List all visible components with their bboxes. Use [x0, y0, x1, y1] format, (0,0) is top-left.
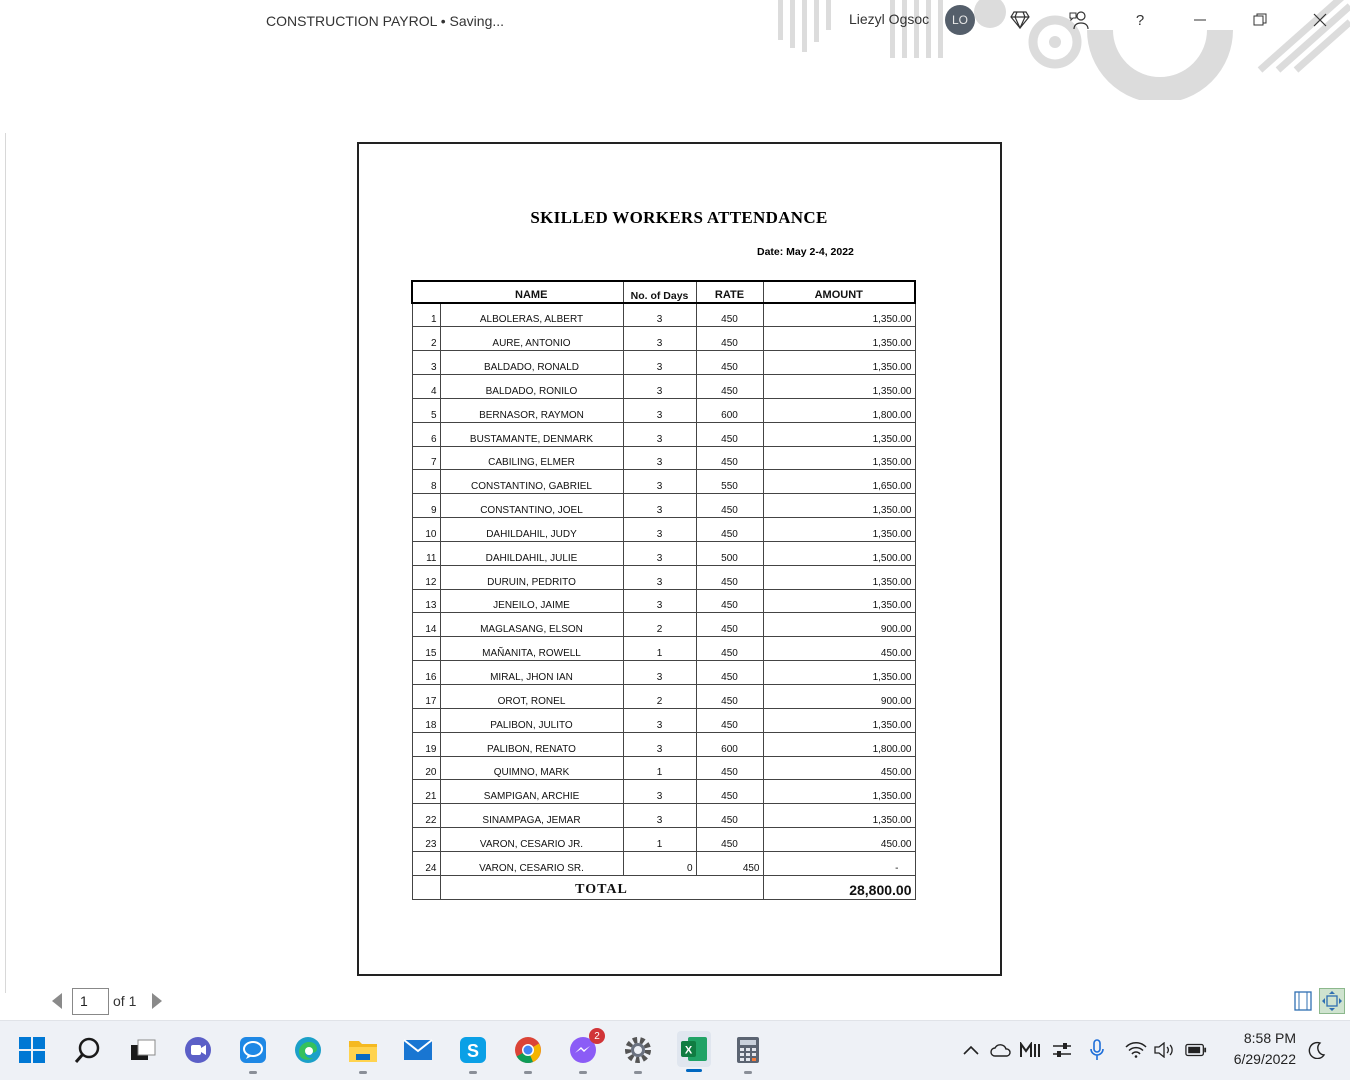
row-number: 11	[412, 541, 440, 565]
meet-app-icon[interactable]	[1020, 1039, 1042, 1061]
daily-rate: 450	[696, 708, 763, 732]
row-number: 7	[412, 446, 440, 470]
messages-app-icon[interactable]	[237, 1034, 269, 1066]
days-worked: 3	[623, 303, 696, 327]
running-indicator	[744, 1071, 752, 1074]
worker-name: CONSTANTINO, JOEL	[440, 494, 623, 518]
header-days: No. of Days	[623, 281, 696, 303]
amount: 1,350.00	[763, 375, 915, 399]
restore-button[interactable]	[1245, 6, 1275, 34]
running-indicator	[524, 1071, 532, 1074]
days-worked: 3	[623, 375, 696, 399]
worker-name: PALIBON, JULITO	[440, 708, 623, 732]
running-indicator	[469, 1071, 477, 1074]
table-row	[412, 708, 915, 732]
document-title: CONSTRUCTION PAYROL • Saving...	[266, 13, 505, 29]
table-row	[412, 804, 915, 828]
daily-rate: 450	[696, 351, 763, 375]
days-worked: 3	[623, 494, 696, 518]
days-worked: 3	[623, 398, 696, 422]
row-number: 21	[412, 780, 440, 804]
row-number: 18	[412, 708, 440, 732]
table-row	[412, 398, 915, 422]
worker-name: BERNASOR, RAYMON	[440, 398, 623, 422]
daily-rate: 450	[696, 828, 763, 852]
clock-date[interactable]: 6/29/2022	[1233, 1051, 1296, 1067]
days-worked: 3	[623, 518, 696, 542]
daily-rate: 450	[696, 303, 763, 327]
row-number: 8	[412, 470, 440, 494]
header-amount: AMOUNT	[763, 281, 915, 303]
worker-name: AURE, ANTONIO	[440, 327, 623, 351]
messenger-icon[interactable]	[567, 1030, 600, 1066]
amount: 1,350.00	[763, 708, 915, 732]
excel-icon[interactable]	[677, 1031, 711, 1067]
header-name: NAME	[440, 281, 623, 303]
amount: 1,800.00	[763, 398, 915, 422]
next-page-icon[interactable]	[150, 992, 164, 1010]
edge-browser-icon[interactable]	[292, 1034, 324, 1066]
total-value: 28,800.00	[763, 875, 915, 899]
days-worked: 3	[623, 470, 696, 494]
worker-name: DAHILDAHIL, JULIE	[440, 541, 623, 565]
sheet-title: SKILLED WORKERS ATTENDANCE	[530, 208, 828, 227]
daily-rate: 500	[696, 541, 763, 565]
table-row	[412, 422, 915, 446]
sheet-date: Date: May 2-4, 2022	[757, 246, 854, 258]
daily-rate: 600	[696, 732, 763, 756]
mail-icon[interactable]	[402, 1034, 434, 1066]
daily-rate: 450	[696, 780, 763, 804]
days-worked: 3	[623, 661, 696, 685]
preview-divider	[5, 133, 6, 993]
days-worked: 0	[623, 851, 696, 875]
table-row	[412, 470, 915, 494]
row-number: 9	[412, 494, 440, 518]
table-row	[412, 780, 915, 804]
days-worked: 3	[623, 732, 696, 756]
wifi-icon[interactable]	[1125, 1039, 1147, 1061]
daily-rate: 450	[696, 661, 763, 685]
daily-rate: 450	[696, 422, 763, 446]
table-row	[412, 851, 915, 875]
clock-time[interactable]: 8:58 PM	[1243, 1030, 1296, 1046]
total-label: TOTAL	[440, 875, 763, 899]
show-margins-icon[interactable]	[1290, 988, 1316, 1014]
days-worked: 3	[623, 708, 696, 732]
amount: 450.00	[763, 756, 915, 780]
print-preview-page	[357, 142, 1002, 976]
worker-name: CONSTANTINO, GABRIEL	[440, 470, 623, 494]
row-number: 15	[412, 637, 440, 661]
svg-text:X: X	[684, 1044, 693, 1057]
user-name[interactable]: Liezyl Ogsoc	[849, 11, 930, 27]
notification-badge: 2	[589, 1028, 605, 1044]
help-button[interactable]: ?	[1135, 11, 1145, 29]
daily-rate: 600	[696, 398, 763, 422]
table-header-row	[412, 281, 915, 303]
minimize-button[interactable]	[1185, 6, 1215, 34]
row-number: 19	[412, 732, 440, 756]
row-number: 22	[412, 804, 440, 828]
daily-rate: 450	[696, 565, 763, 589]
amount: 1,350.00	[763, 565, 915, 589]
worker-name: OROT, RONEL	[440, 685, 623, 709]
days-worked: 3	[623, 446, 696, 470]
premium-diamond-icon[interactable]	[1005, 6, 1035, 34]
close-button[interactable]	[1305, 6, 1335, 34]
table-row	[412, 685, 915, 709]
amount: 1,350.00	[763, 303, 915, 327]
row-number: 24	[412, 851, 440, 875]
worker-name: ALBOLERAS, ALBERT	[440, 303, 623, 327]
amount: 1,350.00	[763, 804, 915, 828]
row-number: 23	[412, 828, 440, 852]
table-row	[412, 446, 915, 470]
table-row	[412, 661, 915, 685]
days-worked: 1	[623, 637, 696, 661]
notifications-moon-icon[interactable]	[1306, 1039, 1328, 1061]
amount: 1,350.00	[763, 661, 915, 685]
row-number: 4	[412, 375, 440, 399]
table-row	[412, 494, 915, 518]
row-number: 5	[412, 398, 440, 422]
daily-rate: 450	[696, 685, 763, 709]
daily-rate: 450	[696, 494, 763, 518]
worker-name: VARON, CESARIO SR.	[440, 851, 623, 875]
row-number: 2	[412, 327, 440, 351]
table-row	[412, 756, 915, 780]
amount: 1,800.00	[763, 732, 915, 756]
worker-name: DURUIN, PEDRITO	[440, 565, 623, 589]
worker-name: JENEILO, JAIME	[440, 589, 623, 613]
days-worked: 1	[623, 756, 696, 780]
worker-name: DAHILDAHIL, JUDY	[440, 518, 623, 542]
header-rate: RATE	[696, 281, 763, 303]
days-worked: 3	[623, 422, 696, 446]
days-worked: 3	[623, 541, 696, 565]
amount: 1,350.00	[763, 780, 915, 804]
table-row	[412, 732, 915, 756]
amount: 900.00	[763, 613, 915, 637]
row-number: 12	[412, 565, 440, 589]
days-worked: 3	[623, 351, 696, 375]
daily-rate: 550	[696, 470, 763, 494]
chevron-up-icon[interactable]	[960, 1039, 982, 1061]
worker-name: SAMPIGAN, ARCHIE	[440, 780, 623, 804]
running-indicator	[579, 1071, 587, 1074]
days-worked: 1	[623, 828, 696, 852]
worker-name: MAGLASANG, ELSON	[440, 613, 623, 637]
row-number: 3	[412, 351, 440, 375]
calculator-icon[interactable]	[732, 1034, 764, 1066]
amount: 1,500.00	[763, 541, 915, 565]
worker-name: BALDADO, RONILO	[440, 375, 623, 399]
header-number	[412, 281, 440, 303]
amount: 900.00	[763, 685, 915, 709]
amount: 450.00	[763, 637, 915, 661]
start-windows-icon[interactable]	[16, 1034, 48, 1066]
daily-rate: 450	[696, 518, 763, 542]
days-worked: 3	[623, 804, 696, 828]
amount: -	[763, 851, 915, 875]
chrome-icon[interactable]	[512, 1034, 544, 1066]
previous-page-icon[interactable]	[50, 992, 64, 1010]
task-view-icon[interactable]	[127, 1034, 159, 1066]
table-row	[412, 327, 915, 351]
avatar[interactable]: LO	[945, 5, 975, 35]
days-worked: 2	[623, 685, 696, 709]
teams-chat-icon[interactable]	[182, 1034, 214, 1066]
worker-name: MAÑANITA, ROWELL	[440, 637, 623, 661]
amount: 1,350.00	[763, 446, 915, 470]
skype-icon[interactable]	[457, 1034, 489, 1066]
worker-name: CABILING, ELMER	[440, 446, 623, 470]
battery-icon[interactable]	[1185, 1039, 1207, 1061]
table-row	[412, 518, 915, 542]
amount: 1,650.00	[763, 470, 915, 494]
row-number: 13	[412, 589, 440, 613]
daily-rate: 450	[696, 589, 763, 613]
row-number: 16	[412, 661, 440, 685]
amount: 1,350.00	[763, 351, 915, 375]
worker-name: BALDADO, RONALD	[440, 351, 623, 375]
amount: 1,350.00	[763, 589, 915, 613]
amount: 1,350.00	[763, 518, 915, 542]
days-worked: 3	[623, 780, 696, 804]
row-number: 17	[412, 685, 440, 709]
table-row	[412, 303, 915, 327]
total-row	[412, 875, 915, 899]
worker-name: SINAMPAGA, JEMAR	[440, 804, 623, 828]
daily-rate: 450	[696, 637, 763, 661]
table-row	[412, 541, 915, 565]
daily-rate: 450	[696, 613, 763, 637]
worker-name: QUIMNO, MARK	[440, 756, 623, 780]
settings-gear-icon[interactable]	[622, 1034, 654, 1066]
days-worked: 3	[623, 327, 696, 351]
running-indicator	[634, 1071, 642, 1074]
daily-rate: 450	[696, 327, 763, 351]
attendance-table	[411, 280, 916, 900]
row-number: 1	[412, 303, 440, 327]
running-indicator	[249, 1071, 257, 1074]
volume-icon[interactable]	[1154, 1039, 1176, 1061]
table-row	[412, 828, 915, 852]
total-blank	[412, 875, 440, 899]
amount: 450.00	[763, 828, 915, 852]
microphone-icon[interactable]	[1086, 1039, 1108, 1061]
file-explorer-icon[interactable]	[347, 1034, 379, 1066]
daily-rate: 450	[696, 446, 763, 470]
amount: 1,350.00	[763, 422, 915, 446]
table-row	[412, 637, 915, 661]
active-indicator	[686, 1069, 702, 1072]
coauthor-icon[interactable]	[1065, 6, 1095, 34]
page-count: of 1	[113, 993, 137, 1009]
worker-name: MIRAL, JHON IAN	[440, 661, 623, 685]
zoom-to-page-icon[interactable]	[1319, 988, 1345, 1014]
days-worked: 3	[623, 565, 696, 589]
page-number-input[interactable]: 1	[72, 988, 109, 1015]
table-row	[412, 565, 915, 589]
table-row	[412, 351, 915, 375]
amount: 1,350.00	[763, 494, 915, 518]
amount: 1,350.00	[763, 327, 915, 351]
table-row	[412, 375, 915, 399]
worker-name: BUSTAMANTE, DENMARK	[440, 422, 623, 446]
svg-text:S: S	[466, 1041, 480, 1061]
worker-name: VARON, CESARIO JR.	[440, 828, 623, 852]
row-number: 6	[412, 422, 440, 446]
days-worked: 2	[623, 613, 696, 637]
row-number: 20	[412, 756, 440, 780]
worker-name: PALIBON, RENATO	[440, 732, 623, 756]
daily-rate: 450	[696, 756, 763, 780]
onedrive-cloud-icon[interactable]	[990, 1039, 1012, 1061]
search-icon[interactable]	[72, 1034, 104, 1066]
days-worked: 3	[623, 589, 696, 613]
taskbar	[0, 1020, 1350, 1080]
row-number: 10	[412, 518, 440, 542]
daily-rate: 450	[696, 804, 763, 828]
daily-rate: 450	[696, 375, 763, 399]
title-bar	[0, 0, 1350, 44]
table-row	[412, 589, 915, 613]
daily-rate: 450	[696, 851, 763, 875]
table-row	[412, 613, 915, 637]
sliders-icon[interactable]	[1051, 1039, 1073, 1061]
running-indicator	[359, 1071, 367, 1074]
row-number: 14	[412, 613, 440, 637]
